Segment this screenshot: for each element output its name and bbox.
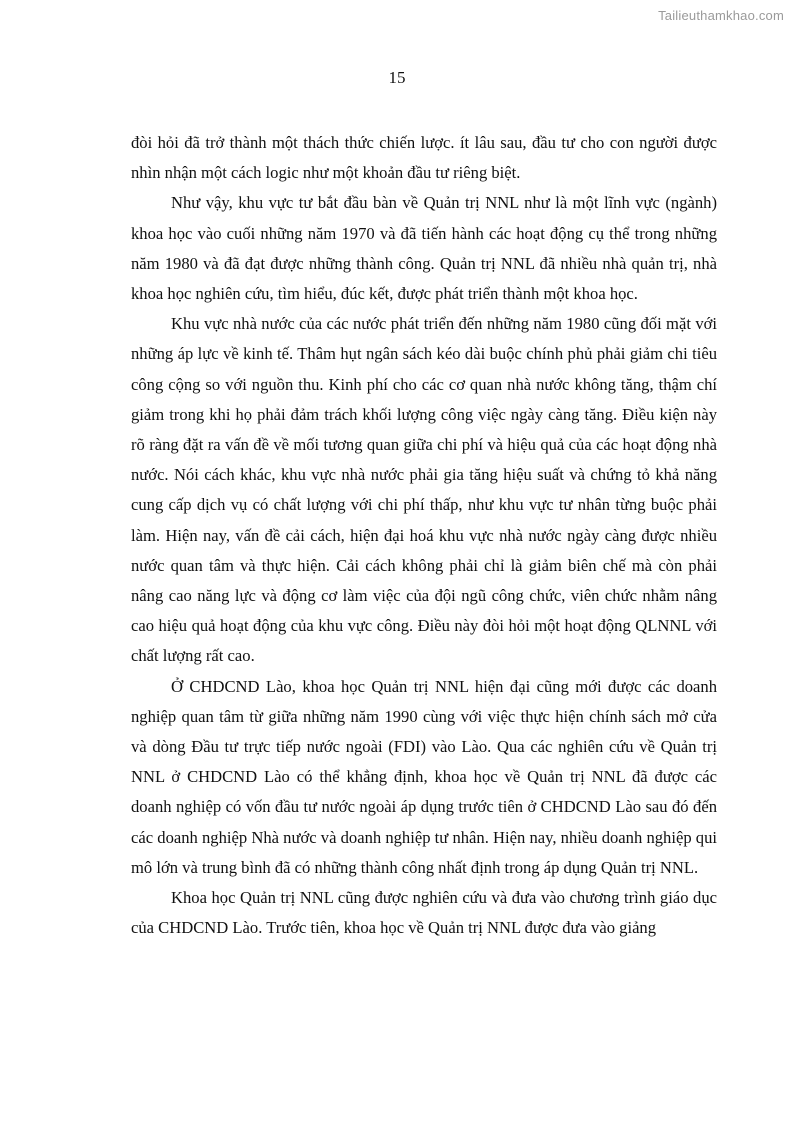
document-body	[131, 128, 717, 943]
paragraph-2: Như vậy, khu vực tư bắt đầu bàn về Quản trị NNL như là một lĩnh vực (ngành) khoa học vào cuối những năm 1970 và đã tiến hành các hoạt động cụ thể trong những năm 1980 và đã đạt được những thành công. Quản trị NNL đã nhiều nhà quản trị, nhà khoa học nghiên cứu, tìm hiểu, đúc kết, được phát triển thành một khoa học.	[131, 193, 717, 304]
page-number: 15	[388, 68, 406, 87]
watermark: Tailieuthamkhao.com	[658, 8, 784, 23]
paragraph-3: Khu vực nhà nước của các nước phát triển đến những năm 1980 cũng đối mặt với những áp lực về kinh tế. Thâm hụt ngân sách kéo dài buộc chính phủ phải giảm chi tiêu công cộng so với nguồn thu. Kinh phí cho các cơ quan nhà nước không tăng, thậm chí giảm trong khi họ phải đảm trách khối lượng công việc ngày càng tăng. Điều kiện này rõ ràng đặt ra vấn đề về mối tương quan giữa chi phí và hiệu quả của các hoạt động nhà nước. Nói cách khác, khu vực nhà nước phải gia tăng hiệu suất và chứng tỏ khả năng cung cấp dịch vụ có chất lượng với chi phí thấp, như khu vực tư nhân từng buộc phải làm. Hiện nay, vấn đề cải cách, hiện đại hoá khu vực nhà nước ngày càng được nhiều nước quan tâm và thực hiện. Cải cách không phải chỉ là giảm biên chế mà còn phải nâng cao năng lực và động cơ làm việc của đội ngũ công chức, viên chức nhằm nâng cao hiệu quả hoạt động của khu vực công. Điều này đòi hỏi một hoạt động QLNNL với chất lượng rất cao.	[131, 314, 717, 666]
paragraph-1: đòi hỏi đã trở thành một thách thức chiến lược. ít lâu sau, đầu tư cho con người được nhìn nhận một cách logic như một khoản đầu tư riêng biệt.	[131, 133, 717, 183]
paragraph-5: Khoa học Quản trị NNL cũng được nghiên cứu và đưa vào chương trình giáo dục của CHDCND Lào. Trước tiên, khoa học về Quản trị NNL được đưa vào giảng	[131, 888, 717, 938]
paragraph-4: Ở CHDCND Lào, khoa học Quản trị NNL hiện đại cũng mới được các doanh nghiệp quan tâm từ giữa những năm 1990 cùng với việc thực hiện chính sách mở cửa và dòng Đầu tư trực tiếp nước ngoài (FDI) vào Lào. Qua các nghiên cứu về Quản trị NNL ở CHDCND Lào có thể khẳng định, khoa học về Quản trị NNL đã được các doanh nghiệp có vốn đầu tư nước ngoài áp dụng trước tiên ở CHDCND Lào sau đó đến các doanh nghiệp Nhà nước và doanh nghiệp tư nhân. Hiện nay, nhiều doanh nghiệp qui mô lớn và trung bình đã có những thành công nhất định trong áp dụng Quản trị NNL.	[131, 676, 717, 877]
